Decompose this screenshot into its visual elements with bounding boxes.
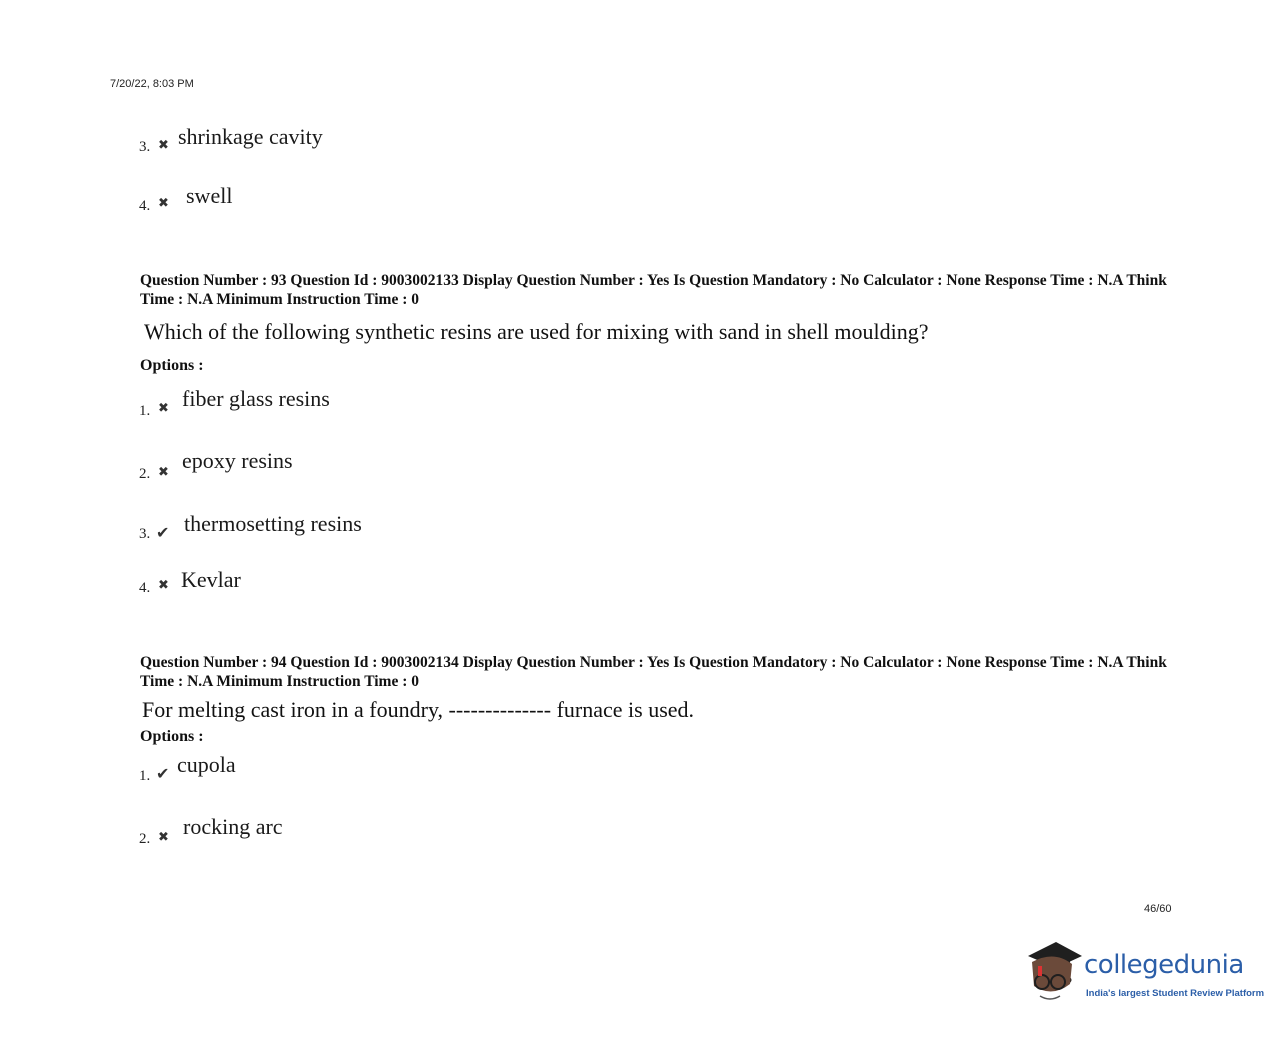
question-text: For melting cast iron in a foundry, -------------- furnace is used.: [142, 697, 695, 722]
option-text: epoxy resins: [182, 448, 293, 473]
question-meta: Question Number : 93 Question Id : 9003002133 Display Question Number : Yes Is Question Mandatory : No Calculator : None Response Time : N.A Think Time : N.A Minimum Instruction Time : 0: [140, 272, 1167, 308]
option-text: rocking arc: [183, 814, 283, 839]
options-label: Options :: [140, 728, 204, 745]
option-number: 4.: [139, 198, 151, 214]
logo-tagline: India's largest Student Review Platform: [1086, 988, 1265, 999]
option-number: 4.: [139, 580, 151, 596]
page-number: 46/60: [1144, 903, 1172, 915]
collegedunia-logo: [1022, 938, 1265, 1008]
logo-wordmark: collegedunia: [1084, 950, 1244, 980]
check-icon: ✔: [156, 764, 170, 783]
option-number: 3.: [139, 139, 151, 155]
option-text: shrinkage cavity: [178, 124, 323, 149]
question-meta: Question Number : 94 Question Id : 9003002134 Display Question Number : Yes Is Question Mandatory : No Calculator : None Response Time : N.A Think Time : N.A Minimum Instruction Time : 0: [140, 654, 1167, 690]
cross-icon: ✖: [158, 578, 169, 593]
option-text: Kevlar: [181, 567, 241, 592]
cross-icon: ✖: [158, 138, 169, 153]
option-number: 2.: [139, 466, 151, 482]
option-number: 1.: [139, 768, 151, 784]
option-number: 2.: [139, 831, 151, 847]
cross-icon: ✖: [158, 196, 169, 211]
option-text: thermosetting resins: [184, 511, 362, 536]
question-text: Which of the following synthetic resins are used for mixing with sand in shell moulding?: [144, 319, 929, 344]
cross-icon: ✖: [158, 830, 169, 845]
mascot-icon: [1022, 938, 1084, 1008]
option-number: 3.: [139, 526, 151, 542]
option-text: fiber glass resins: [182, 386, 330, 411]
cross-icon: ✖: [158, 465, 169, 480]
check-icon: ✔: [156, 523, 170, 542]
options-label: Options :: [140, 357, 204, 374]
print-timestamp: 7/20/22, 8:03 PM: [110, 78, 194, 90]
option-number: 1.: [139, 403, 151, 419]
option-text: cupola: [177, 752, 236, 777]
option-text: swell: [186, 183, 233, 208]
cross-icon: ✖: [158, 401, 169, 416]
